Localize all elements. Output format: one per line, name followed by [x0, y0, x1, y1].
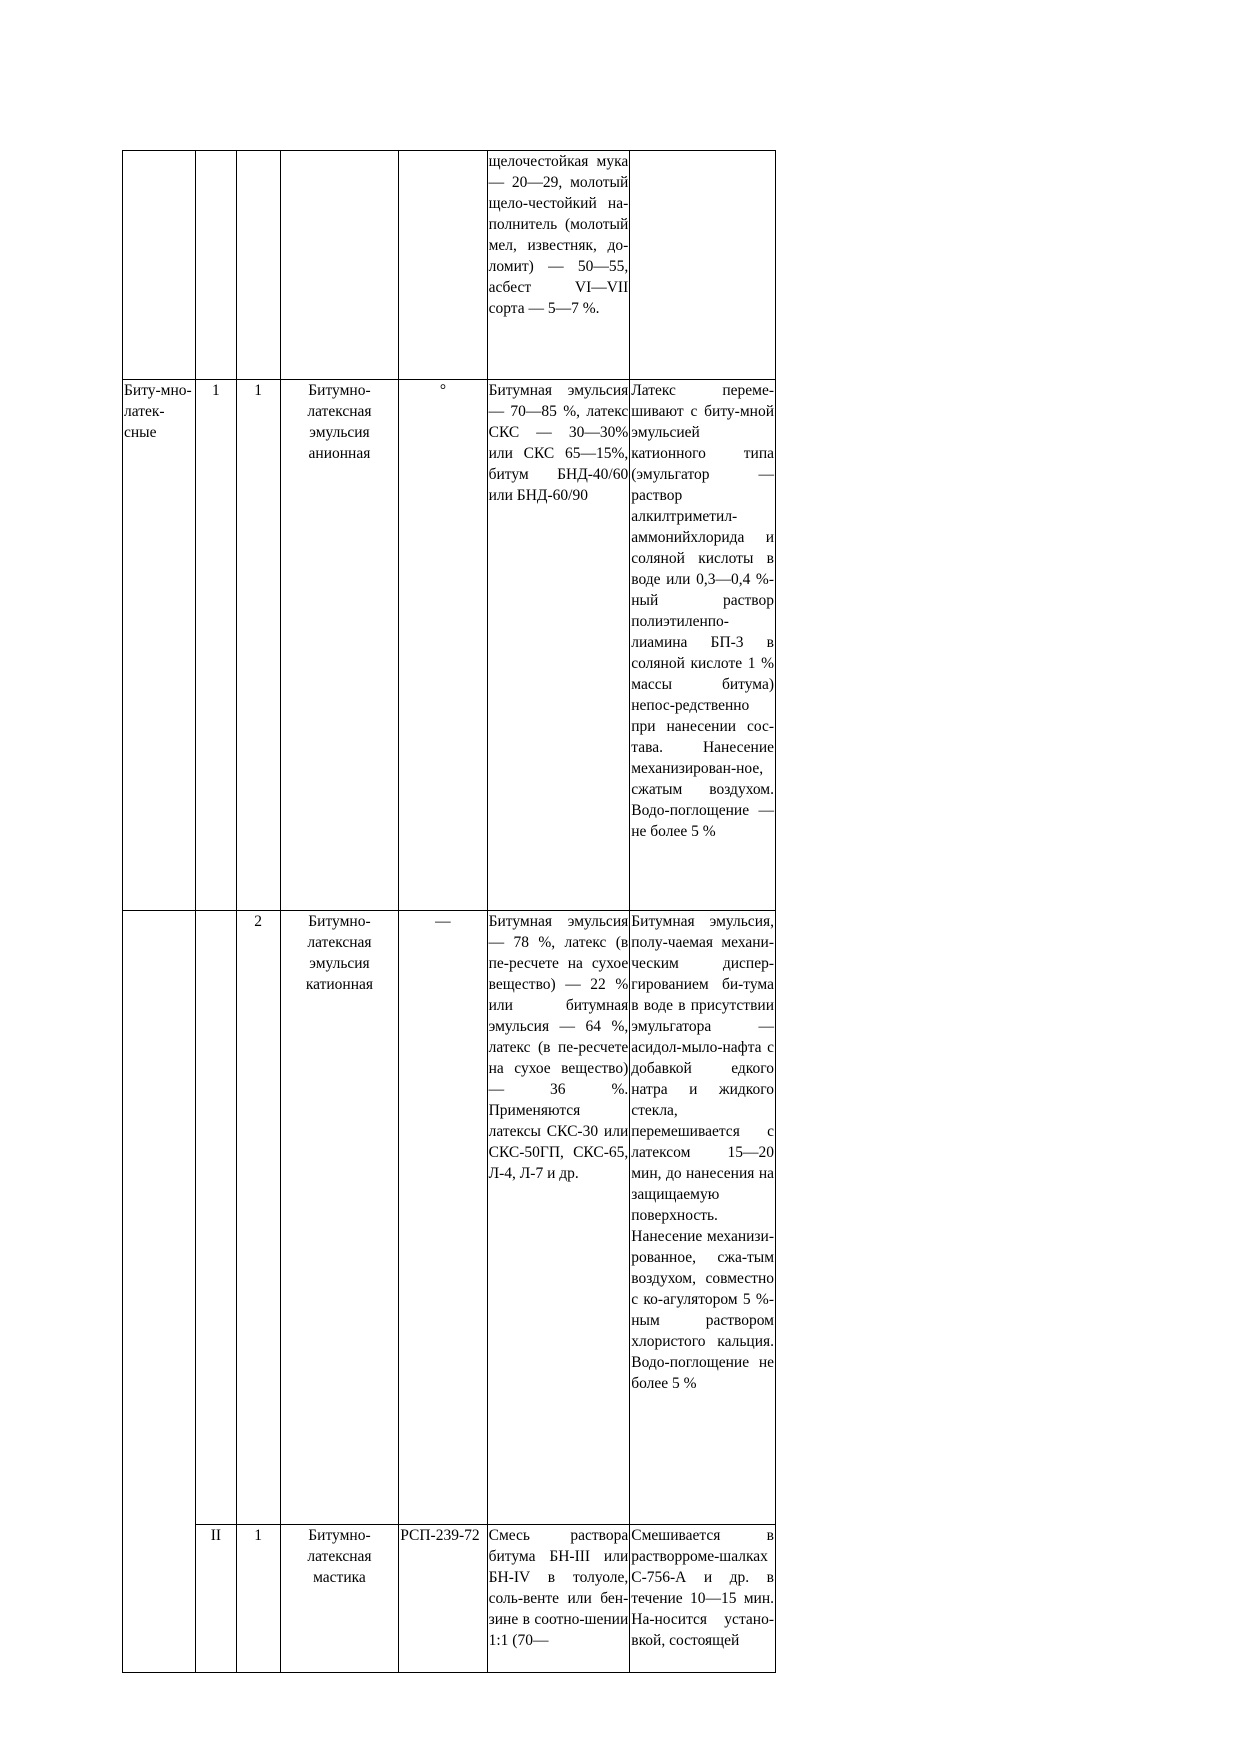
cell-standard: — [399, 911, 487, 1525]
table-row [123, 380, 776, 911]
cell-application: Битумная эмульсия, полу-чаемая механи-ческим диспер-гированием би-тума в воде в присутствии эмульгатора — асидол-мыло-нафта с добавкой едкого натра и жидкого стекла, перемешивается с латексом 15—20 мин, до нанесения на защищаемую поверхность. Нанесение механизи-рованное, сжа-тым воздухом, совместно с ко-агулятором 5 %-ным раствором хлористого кальция. Водо-поглощение не более 5 % [630, 911, 776, 1525]
cell-class: II [196, 1525, 236, 1673]
cell-name: Битумно-латексная эмульсия катионная [280, 911, 399, 1525]
cell-number: 2 [236, 911, 280, 1525]
cell-group: Биту-мно-латек-сные [123, 380, 196, 911]
cell-number: 1 [236, 380, 280, 911]
materials-table [122, 150, 776, 1673]
cell-application: Смешивается в растворроме-шалках С-756-А и др. в течение 10—15 мин. На-носится устано-вкой, состоящей [630, 1525, 776, 1673]
table-row [123, 1525, 776, 1673]
cell-name: Битумно-латексная мастика [280, 1525, 399, 1673]
cell-number: 1 [236, 1525, 280, 1673]
table-row [123, 151, 776, 380]
cell-class [196, 911, 236, 1525]
table-row [123, 911, 776, 1525]
cell-application [630, 151, 776, 380]
cell-class [196, 151, 236, 380]
cell-composition: щелочестойкая мука — 20—29, молотый щело-честойкий на-полнитель (молотый мел, известняк, до-ломит) — 50—55, асбест VI—VII сорта — 5—7 %. [487, 151, 630, 380]
cell-composition: Битумная эмульсия — 78 %, латекс (в пе-ресчете на сухое вещество) — 22 % или битумная эмульсия — 64 %, латекс (в пе-ресчете на сухое вещество) — 36 %. Применяются латексы СКС-30 или СКС-50ГП, СКС-65, Л-4, Л-7 и др. [487, 911, 630, 1525]
cell-standard: РСП-239-72 [399, 1525, 487, 1673]
cell-composition: Смесь раствора битума БН-III или БН-IV в толуоле, соль-венте или бен-зине в соотно-шении 1:1 (70— [487, 1525, 630, 1673]
cell-name [280, 151, 399, 380]
cell-class: 1 [196, 380, 236, 911]
cell-group [123, 151, 196, 380]
cell-application: Латекс переме-шивают с биту-мной эмульсией катионного типа (эмульгатор — раствор алкилтриметил-аммонийхлорида и соляной кислоты в воде или 0,3—0,4 %-ный раствор полиэтиленпо-лиамина БП-3 в соляной кислоте 1 % массы битума) непос-редственно при нанесении сос-тава. Нанесение механизирован-ное, сжатым воздухом. Водо-поглощение — не более 5 % [630, 380, 776, 911]
cell-name: Битумно-латексная эмульсия анионная [280, 380, 399, 911]
cell-standard [399, 151, 487, 380]
cell-composition: Битумная эмульсия — 70—85 %, латекс СКС — 30—30% или СКС 65—15%, битум БНД-40/60 или БНД-60/90 [487, 380, 630, 911]
cell-group [123, 1525, 196, 1673]
cell-number [236, 151, 280, 380]
cell-standard: ° [399, 380, 487, 911]
cell-group [123, 911, 196, 1525]
